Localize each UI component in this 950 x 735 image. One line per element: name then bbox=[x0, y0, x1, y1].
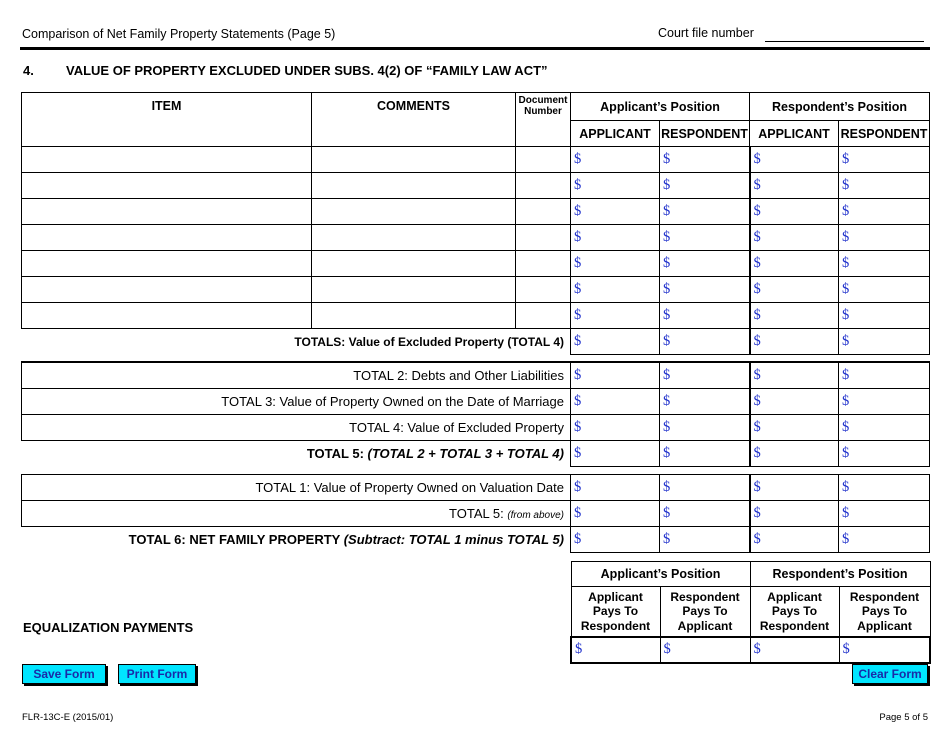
section-number: 4. bbox=[23, 63, 34, 78]
currency-sign: $ bbox=[574, 418, 582, 435]
page-number: Page 5 of 5 bbox=[879, 712, 928, 723]
eq-col-respondent-pays-applicant bbox=[660, 587, 750, 637]
currency-sign: $ bbox=[842, 366, 850, 383]
row-respondent-applicant-field[interactable] bbox=[750, 277, 839, 303]
total5-prefix: TOTAL 5: bbox=[306, 445, 368, 461]
item-cell[interactable] bbox=[22, 251, 312, 277]
table-row bbox=[22, 173, 930, 199]
row-respondent-respondent-field[interactable] bbox=[839, 277, 930, 303]
eq-col4-line: Applicant bbox=[857, 618, 912, 633]
currency-sign: $ bbox=[663, 281, 671, 297]
total3-respondent-respondent[interactable] bbox=[839, 388, 930, 414]
currency-sign: $ bbox=[842, 281, 850, 297]
total5-respondent-applicant[interactable] bbox=[750, 440, 839, 466]
document-number-cell[interactable] bbox=[516, 251, 571, 277]
applicant-subheader: APPLICANT bbox=[571, 121, 660, 147]
currency-sign: $ bbox=[574, 444, 582, 461]
currency-sign: $ bbox=[663, 229, 671, 245]
row-applicant-respondent-field[interactable] bbox=[660, 147, 750, 173]
section-title: VALUE OF PROPERTY EXCLUDED UNDER SUBS. 4(2) OF “FAMILY LAW ACT” bbox=[66, 63, 548, 78]
total4-label: TOTAL 4: Value of Excluded Property bbox=[22, 414, 571, 440]
row-respondent-applicant-field[interactable] bbox=[750, 225, 839, 251]
currency-sign: $ bbox=[842, 505, 850, 521]
eq-col3-line: Respondent bbox=[759, 618, 830, 633]
currency-sign: $ bbox=[574, 531, 582, 547]
currency-sign: $ bbox=[663, 333, 671, 349]
item-cell[interactable] bbox=[22, 173, 312, 199]
currency-sign: $ bbox=[753, 505, 761, 521]
save-form-button[interactable]: Save Form bbox=[22, 664, 106, 684]
row-respondent-respondent-field[interactable] bbox=[839, 303, 930, 329]
currency-sign: $ bbox=[574, 366, 582, 383]
currency-sign: $ bbox=[842, 229, 850, 245]
item-cell[interactable] bbox=[22, 147, 312, 173]
row-respondent-applicant-field[interactable] bbox=[750, 303, 839, 329]
total3-applicant-respondent[interactable] bbox=[660, 388, 750, 414]
eq-col1-line: Respondent bbox=[580, 618, 651, 633]
total5-applicant-applicant[interactable] bbox=[571, 440, 660, 466]
currency-sign: $ bbox=[842, 392, 850, 409]
currency-sign: $ bbox=[842, 177, 850, 193]
currency-sign: $ bbox=[663, 366, 671, 383]
document-number-cell[interactable] bbox=[516, 225, 571, 251]
comments-cell[interactable] bbox=[312, 251, 516, 277]
total6-label bbox=[22, 527, 571, 553]
currency-sign: $ bbox=[753, 281, 761, 297]
row-respondent-respondent-field[interactable] bbox=[839, 147, 930, 173]
currency-sign: $ bbox=[663, 151, 671, 167]
eq-col-respondent-pays-applicant bbox=[839, 587, 930, 637]
item-rows bbox=[22, 147, 930, 329]
comments-cell[interactable] bbox=[312, 277, 516, 303]
currency-sign: $ bbox=[574, 151, 582, 167]
row-respondent-applicant-field[interactable] bbox=[750, 199, 839, 225]
total2-applicant-applicant[interactable] bbox=[571, 362, 660, 388]
currency-sign: $ bbox=[753, 229, 761, 245]
item-cell[interactable] bbox=[22, 277, 312, 303]
total4b-applicant-applicant[interactable] bbox=[571, 414, 660, 440]
row-applicant-applicant-field[interactable] bbox=[571, 225, 660, 251]
total2-label: TOTAL 2: Debts and Other Liabilities bbox=[22, 362, 571, 388]
currency-sign: $ bbox=[842, 151, 850, 167]
total1-label: TOTAL 1: Value of Property Owned on Valuation Date bbox=[22, 475, 571, 501]
total5-formula: (TOTAL 2 + TOTAL 3 + TOTAL 4) bbox=[367, 445, 564, 461]
eq-col2-line: Respondent bbox=[670, 589, 740, 604]
eq-respondent-pays-applicant-field[interactable] bbox=[660, 637, 750, 663]
currency-sign: $ bbox=[753, 444, 761, 461]
row-respondent-applicant-field[interactable] bbox=[750, 251, 839, 277]
currency-sign: $ bbox=[842, 479, 850, 495]
total4-respondent-respondent[interactable] bbox=[839, 329, 930, 355]
currency-sign: $ bbox=[753, 151, 761, 167]
currency-sign: $ bbox=[663, 444, 671, 461]
total2-respondent-applicant[interactable] bbox=[750, 362, 839, 388]
total1-respondent-respondent[interactable] bbox=[839, 475, 930, 501]
currency-sign: $ bbox=[575, 641, 583, 657]
document-number-header bbox=[516, 93, 571, 147]
total6-applicant-respondent[interactable] bbox=[660, 527, 750, 553]
document-number-cell[interactable] bbox=[516, 147, 571, 173]
item-cell[interactable] bbox=[22, 225, 312, 251]
total6-respondent-respondent[interactable] bbox=[839, 527, 930, 553]
total4b-applicant-respondent[interactable] bbox=[660, 414, 750, 440]
currency-sign: $ bbox=[842, 203, 850, 219]
row-applicant-respondent-field[interactable] bbox=[660, 225, 750, 251]
row-applicant-applicant-field[interactable] bbox=[571, 173, 660, 199]
document-number-cell[interactable] bbox=[516, 173, 571, 199]
applicant-position-header: Applicant’s Position bbox=[571, 93, 750, 121]
row-respondent-respondent-field[interactable] bbox=[839, 173, 930, 199]
eq-respondent-position-header: Respondent’s Position bbox=[750, 562, 930, 587]
total4b-respondent-applicant[interactable] bbox=[750, 414, 839, 440]
currency-sign: $ bbox=[663, 203, 671, 219]
comments-cell[interactable] bbox=[312, 225, 516, 251]
total5-label bbox=[22, 440, 571, 466]
currency-sign: $ bbox=[663, 505, 671, 521]
total3-label: TOTAL 3: Value of Property Owned on the Date of Marriage bbox=[22, 388, 571, 414]
total5b-respondent-applicant[interactable] bbox=[750, 501, 839, 527]
court-file-number-field[interactable] bbox=[765, 41, 924, 42]
respondent-position-header: Respondent’s Position bbox=[750, 93, 930, 121]
total6-applicant-applicant[interactable] bbox=[571, 527, 660, 553]
total3-respondent-applicant[interactable] bbox=[750, 388, 839, 414]
eq-col-applicant-pays-respondent bbox=[750, 587, 839, 637]
row-respondent-applicant-field[interactable] bbox=[750, 173, 839, 199]
currency-sign: $ bbox=[574, 255, 582, 271]
comments-cell[interactable] bbox=[312, 199, 516, 225]
total4-respondent-applicant[interactable] bbox=[750, 329, 839, 355]
total4-applicant-respondent[interactable] bbox=[660, 329, 750, 355]
total6-respondent-applicant[interactable] bbox=[750, 527, 839, 553]
court-file-label: Court file number bbox=[658, 26, 754, 40]
total5b-applicant-applicant[interactable] bbox=[571, 501, 660, 527]
table-row bbox=[22, 277, 930, 303]
total5b-applicant-respondent[interactable] bbox=[660, 501, 750, 527]
currency-sign: $ bbox=[574, 333, 582, 349]
document-number-cell[interactable] bbox=[516, 303, 571, 329]
eq-col4-line: Pays To bbox=[861, 604, 908, 618]
total4b-respondent-respondent[interactable] bbox=[839, 414, 930, 440]
row-applicant-applicant-field[interactable] bbox=[571, 277, 660, 303]
equalization-table bbox=[570, 561, 931, 664]
item-cell[interactable] bbox=[22, 199, 312, 225]
currency-sign: $ bbox=[663, 418, 671, 435]
eq-col3-line: Pays To bbox=[771, 604, 818, 618]
totals-excluded-label: TOTALS: Value of Excluded Property (TOTAL 4) bbox=[294, 334, 564, 349]
row-applicant-applicant-field[interactable] bbox=[571, 147, 660, 173]
table-row bbox=[22, 303, 930, 329]
row-applicant-respondent-field[interactable] bbox=[660, 277, 750, 303]
total5-applicant-respondent[interactable] bbox=[660, 440, 750, 466]
equalization-payments-label: EQUALIZATION PAYMENTS bbox=[23, 620, 194, 635]
currency-sign: $ bbox=[753, 177, 761, 193]
currency-sign: $ bbox=[753, 255, 761, 271]
currency-sign: $ bbox=[663, 479, 671, 495]
respondent-subheader: RESPONDENT bbox=[839, 121, 930, 147]
currency-sign: $ bbox=[663, 255, 671, 271]
currency-sign: $ bbox=[663, 177, 671, 193]
currency-sign: $ bbox=[574, 281, 582, 297]
comments-cell[interactable] bbox=[312, 147, 516, 173]
total2-respondent-respondent[interactable] bbox=[839, 362, 930, 388]
table-row bbox=[22, 147, 930, 173]
eq-col1-line: Applicant bbox=[588, 589, 643, 604]
currency-sign: $ bbox=[753, 531, 761, 547]
table-row bbox=[22, 225, 930, 251]
total1-applicant-respondent[interactable] bbox=[660, 475, 750, 501]
eq-applicant-pays-respondent-field-2[interactable] bbox=[750, 637, 839, 663]
row-applicant-applicant-field[interactable] bbox=[571, 303, 660, 329]
eq-applicant-pays-respondent-field[interactable] bbox=[571, 637, 660, 663]
total4-applicant-applicant[interactable] bbox=[571, 329, 660, 355]
currency-sign: $ bbox=[753, 479, 761, 495]
row-applicant-applicant-field[interactable] bbox=[571, 251, 660, 277]
row-respondent-respondent-field[interactable] bbox=[839, 199, 930, 225]
row-applicant-respondent-field[interactable] bbox=[660, 251, 750, 277]
currency-sign: $ bbox=[574, 203, 582, 219]
eq-col-applicant-pays-respondent bbox=[571, 587, 660, 637]
currency-sign: $ bbox=[753, 641, 761, 657]
total2-applicant-respondent[interactable] bbox=[660, 362, 750, 388]
eq-col3-line: Applicant bbox=[767, 589, 822, 604]
currency-sign: $ bbox=[842, 531, 850, 547]
form-page-title: Comparison of Net Family Property Statements (Page 5) bbox=[22, 27, 336, 41]
eq-col2-line: Pays To bbox=[682, 604, 728, 618]
comments-header: COMMENTS bbox=[312, 93, 516, 147]
total1-respondent-applicant[interactable] bbox=[750, 475, 839, 501]
clear-form-button[interactable]: Clear Form bbox=[852, 664, 928, 684]
totals-block-2 bbox=[21, 474, 930, 553]
form-id: FLR-13C-E (2015/01) bbox=[22, 712, 114, 723]
total5-respondent-respondent[interactable] bbox=[839, 440, 930, 466]
eq-col4-line: Respondent bbox=[849, 589, 920, 604]
currency-sign: $ bbox=[842, 307, 850, 323]
currency-sign: $ bbox=[842, 255, 850, 271]
row-applicant-respondent-field[interactable] bbox=[660, 173, 750, 199]
currency-sign: $ bbox=[663, 531, 671, 547]
document-number-cell[interactable] bbox=[516, 199, 571, 225]
currency-sign: $ bbox=[663, 392, 671, 409]
total3-applicant-applicant[interactable] bbox=[571, 388, 660, 414]
currency-sign: $ bbox=[574, 479, 582, 495]
row-applicant-respondent-field[interactable] bbox=[660, 303, 750, 329]
item-header: ITEM bbox=[22, 93, 312, 147]
table-row bbox=[22, 251, 930, 277]
currency-sign: $ bbox=[574, 505, 582, 521]
currency-sign: $ bbox=[753, 418, 761, 435]
print-form-button[interactable]: Print Form bbox=[118, 664, 196, 684]
total5b-respondent-respondent[interactable] bbox=[839, 501, 930, 527]
currency-sign: $ bbox=[753, 333, 761, 349]
currency-sign: $ bbox=[842, 641, 850, 657]
currency-sign: $ bbox=[842, 418, 850, 435]
currency-sign: $ bbox=[753, 307, 761, 323]
excluded-property-table bbox=[21, 92, 930, 355]
document-number-header-line2: Number bbox=[524, 106, 562, 117]
currency-sign: $ bbox=[753, 203, 761, 219]
currency-sign: $ bbox=[842, 333, 850, 349]
row-respondent-applicant-field[interactable] bbox=[750, 147, 839, 173]
table-row bbox=[22, 199, 930, 225]
document-number-cell[interactable] bbox=[516, 277, 571, 303]
eq-col1-line: Pays To bbox=[592, 604, 639, 618]
currency-sign: $ bbox=[574, 307, 582, 323]
row-respondent-respondent-field[interactable] bbox=[839, 251, 930, 277]
eq-applicant-position-header: Applicant’s Position bbox=[571, 562, 750, 587]
respondent-subheader: RESPONDENT bbox=[660, 121, 750, 147]
row-respondent-respondent-field[interactable] bbox=[839, 225, 930, 251]
currency-sign: $ bbox=[663, 307, 671, 323]
row-applicant-respondent-field[interactable] bbox=[660, 199, 750, 225]
currency-sign: $ bbox=[574, 229, 582, 245]
currency-sign: $ bbox=[753, 392, 761, 409]
document-number-header-line1: Document bbox=[518, 95, 568, 106]
comments-cell[interactable] bbox=[312, 303, 516, 329]
currency-sign: $ bbox=[753, 366, 761, 383]
currency-sign: $ bbox=[574, 392, 582, 409]
total5b-prefix: TOTAL 5: bbox=[449, 506, 508, 521]
item-cell[interactable] bbox=[22, 303, 312, 329]
total6-note: (Subtract: TOTAL 1 minus TOTAL 5) bbox=[343, 532, 564, 548]
eq-col2-line: Applicant bbox=[677, 618, 733, 633]
header-rule bbox=[20, 47, 930, 50]
eq-respondent-pays-applicant-field-2[interactable] bbox=[839, 637, 930, 663]
total5b-label bbox=[22, 501, 571, 527]
total5b-note: (from above) bbox=[507, 510, 564, 521]
total1-applicant-applicant[interactable] bbox=[571, 475, 660, 501]
currency-sign: $ bbox=[842, 444, 850, 461]
total6-prefix: TOTAL 6: NET FAMILY PROPERTY bbox=[128, 532, 344, 548]
comments-cell[interactable] bbox=[312, 173, 516, 199]
row-applicant-applicant-field[interactable] bbox=[571, 199, 660, 225]
currency-sign: $ bbox=[663, 641, 671, 657]
currency-sign: $ bbox=[574, 177, 582, 193]
applicant-subheader: APPLICANT bbox=[750, 121, 839, 147]
totals-block-1 bbox=[21, 361, 930, 467]
